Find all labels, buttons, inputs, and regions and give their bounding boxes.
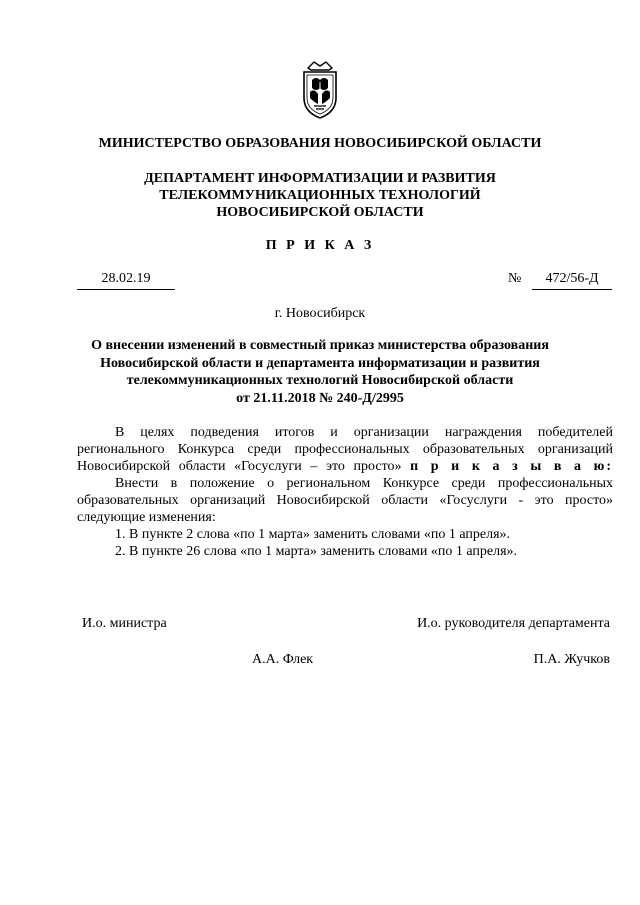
subject-line: телекоммуникационных технологий Новосибирской области bbox=[126, 373, 514, 388]
signatory-right-name: П.А. Жучков bbox=[533, 652, 610, 667]
department-title-line: ТЕЛЕКОММУНИКАЦИОННЫХ ТЕХНОЛОГИЙ bbox=[159, 188, 481, 203]
signatory-right-title: И.о. руководителя департамента bbox=[417, 616, 610, 631]
signatory-left-title: И.о. министра bbox=[82, 616, 167, 631]
body-text-line: образовательных организаций Новосибирской области «Госуслуги - это просто» bbox=[77, 493, 613, 508]
body-text-line bbox=[77, 458, 613, 475]
body-text-line: В целях подведения итогов и организации награждения победителей bbox=[115, 425, 613, 440]
department-title-line: НОВОСИБИРСКОЙ ОБЛАСТИ bbox=[216, 205, 424, 220]
ministry-title: МИНИСТЕРСТВО ОБРАЗОВАНИЯ НОВОСИБИРСКОЙ ОБЛАСТИ bbox=[98, 136, 542, 151]
document-type: П Р И К А З bbox=[265, 238, 375, 253]
department-title-line: ДЕПАРТАМЕНТ ИНФОРМАТИЗАЦИИ И РАЗВИТИЯ bbox=[144, 171, 496, 186]
subject-line: Новосибирской области и департамента информатизации и развития bbox=[100, 355, 540, 371]
body-text-line: следующие изменения: bbox=[77, 510, 216, 525]
coat-of-arms-icon bbox=[298, 58, 342, 120]
subject-line: от 21.11.2018 № 240-Д/2995 bbox=[236, 390, 404, 406]
list-item: 1. В пункте 2 слова «по 1 марта» заменить словами «по 1 апреля». bbox=[115, 527, 511, 542]
signatory-left-name: А.А. Флек bbox=[252, 652, 314, 667]
subject-line: О внесении изменений в совместный приказ министерства образования bbox=[91, 338, 549, 353]
body-text-line: регионального Конкурса среди профессиональных образовательных организаций bbox=[77, 442, 613, 457]
city: г. Новосибирск bbox=[274, 306, 366, 321]
order-date: 28.02.19 bbox=[77, 271, 175, 290]
body-text-segment: Новосибирской области «Госуслуги – это просто» bbox=[77, 459, 402, 474]
body-text-line: Внести в положение о региональном Конкурсе среди профессиональных bbox=[115, 476, 613, 491]
list-item: 2. В пункте 26 слова «по 1 марта» заменить словами «по 1 апреля». bbox=[115, 544, 518, 559]
order-directive: п р и к а з ы в а ю: bbox=[410, 459, 614, 474]
order-subject bbox=[0, 337, 640, 407]
order-body bbox=[77, 424, 613, 560]
order-number: 472/56-Д bbox=[532, 271, 612, 290]
department-title bbox=[0, 170, 640, 221]
number-sign: № bbox=[508, 271, 522, 286]
